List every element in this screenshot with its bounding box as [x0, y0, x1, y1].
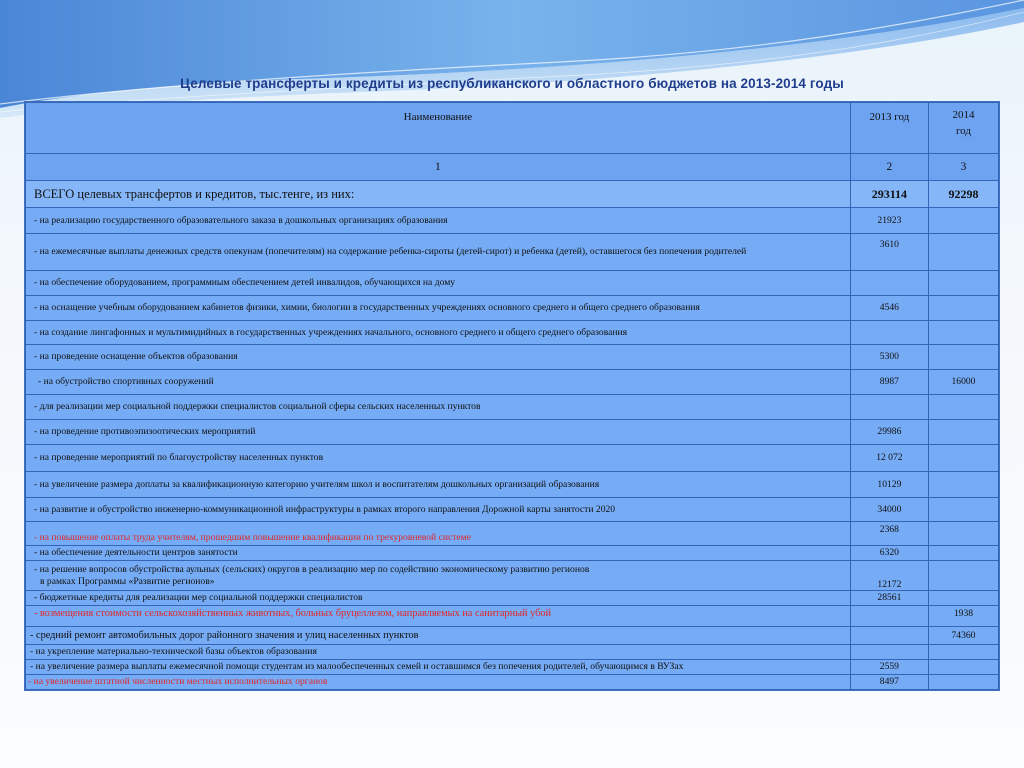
page-title: Целевые трансферты и кредиты из республиканского и областного бюджетов на 2013-2014 годы: [180, 76, 844, 91]
row-label-highlight: - на повышение оплаты труда учителям, прошедшим повышение квалификации по трехуровневой системе: [26, 522, 851, 546]
total-label: ВСЕГО целевых трансфертов и кредитов, тыс.тенге, из них:: [26, 181, 851, 208]
row-2013: 21923: [850, 208, 928, 234]
row-2013: 29986: [850, 420, 928, 445]
row-2013: 12172: [850, 561, 928, 591]
row-2013: [850, 271, 928, 296]
table-row: [26, 445, 999, 472]
table-row: [26, 522, 999, 546]
row-2013: 3610: [850, 234, 928, 271]
row-2014: [928, 321, 998, 345]
row-2014: [928, 208, 998, 234]
col-number-2: 2: [850, 154, 928, 181]
row-label: - на ежемесячные выплаты денежных средств опекунам (попечителям) на содержание ребенка-сироты (детей-сирот) и ребенка (детей), оставшегося без попечения родителей: [26, 234, 851, 271]
row-label: - на обеспечение оборудованием, программным обеспечением детей инвалидов, обучающихся на дому: [26, 271, 851, 296]
row-label: - на проведение противоэпизоотических мероприятий: [26, 420, 851, 445]
row-2014: [928, 395, 998, 420]
row-2014: 1938: [928, 606, 998, 627]
table-row: [26, 675, 999, 690]
table-row: [26, 395, 999, 420]
row-label: - на увеличение размера выплаты ежемесячной помощи студентам из малообеспеченных семей и оставшимся без попечения родителей, обучающимся в ВУЗах: [26, 660, 851, 675]
table-row: [26, 627, 999, 645]
row-label: - на проведение оснащение объектов образования: [26, 345, 851, 370]
row-label: - на оснащение учебным оборудованием кабинетов физики, химии, биологии в государственных учреждениях основного среднего и общего среднего образования: [26, 296, 851, 321]
row-2014: [928, 675, 998, 690]
row-2014: [928, 445, 998, 472]
row-2013: 8987: [850, 370, 928, 395]
row-2014: [928, 660, 998, 675]
table-row: [26, 645, 999, 660]
table-row: [26, 420, 999, 445]
row-2013: [850, 606, 928, 627]
header-2013: 2013 год: [850, 103, 928, 154]
row-2014: [928, 296, 998, 321]
row-2014: [928, 561, 998, 591]
row-2014: [928, 345, 998, 370]
table-row: [26, 296, 999, 321]
row-2013: [850, 395, 928, 420]
row-2013: 10129: [850, 472, 928, 498]
row-2013: [850, 645, 928, 660]
row-2014: [928, 498, 998, 522]
row-label-line2: в рамках Программы «Развитие регионов»: [40, 575, 215, 587]
row-label: - средний ремонт автомобильных дорог районного значения и улиц населенных пунктов: [26, 627, 851, 645]
row-2013: 34000: [850, 498, 928, 522]
row-2014: [928, 522, 998, 546]
col-number-3: 3: [928, 154, 998, 181]
row-label: - на укрепление материально-технической базы объектов образования: [26, 645, 851, 660]
header-name: Наименование: [26, 103, 851, 154]
table-row: [26, 234, 999, 271]
row-2013: 6320: [850, 546, 928, 561]
row-label: - бюджетные кредиты для реализации мер социальной поддержки специалистов: [26, 591, 851, 606]
table-row: [26, 472, 999, 498]
row-label-highlight: - на увеличение штатной численности местных исполнительных органов: [26, 675, 851, 690]
row-2014: [928, 420, 998, 445]
total-2013: 293114: [850, 181, 928, 208]
table-row: [26, 498, 999, 522]
col-number-1: 1: [26, 154, 851, 181]
table-row: [26, 591, 999, 606]
row-label: - на проведение мероприятий по благоустройству населенных пунктов: [26, 445, 851, 472]
row-label: - на увеличение размера доплаты за квалификационную категорию учителям школ и воспитателям дошкольных организаций образования: [26, 472, 851, 498]
row-label: - на обеспечение деятельности центров занятости: [26, 546, 851, 561]
header-2014: 2014 год: [928, 103, 998, 154]
row-label: [26, 561, 851, 591]
table-row: [26, 546, 999, 561]
table-row: [26, 561, 999, 591]
row-label: - на создание лингафонных и мультимидийных в государственных учреждениях начального, основного среднего и общего среднего образования: [26, 321, 851, 345]
table-row: [26, 271, 999, 296]
row-label: - для реализации мер социальной поддержки специалистов социальной сферы сельских населенных пунктов: [26, 395, 851, 420]
row-2013: 2368: [850, 522, 928, 546]
row-2013: 28561: [850, 591, 928, 606]
row-label: - на реализацию государственного образовательного заказа в дошкольных организациях образования: [26, 208, 851, 234]
table-row: [26, 606, 999, 627]
row-2013: [850, 321, 928, 345]
row-2013: 8497: [850, 675, 928, 690]
table-row: [26, 208, 999, 234]
row-2013: 4546: [850, 296, 928, 321]
row-2014: [928, 645, 998, 660]
table-row: [26, 321, 999, 345]
row-label: - на развитие и обустройство инженерно-коммуникационной инфраструктуры в рамках второго направления Дорожной карты занятости 2020: [26, 498, 851, 522]
row-label-highlight: - возмещения стоимости сельскохозяйственных животных, больных бруцеллезом, направляемых на санитарный убой: [26, 606, 851, 627]
row-2013: 2559: [850, 660, 928, 675]
row-2014: [928, 591, 998, 606]
row-2014: [928, 546, 998, 561]
row-2014: 74360: [928, 627, 998, 645]
total-2014: 92298: [928, 181, 998, 208]
row-2014: [928, 472, 998, 498]
row-2013: 12 072: [850, 445, 928, 472]
row-2014: [928, 271, 998, 296]
row-2014: [928, 234, 998, 271]
table-row: [26, 370, 999, 395]
table-row: [26, 345, 999, 370]
row-2014: 16000: [928, 370, 998, 395]
row-label: - на обустройство спортивных сооружений: [26, 370, 851, 395]
row-label-line1: - на решение вопросов обустройства аульных (сельских) округов в реализацию мер по содействию экономическому развитию регионов: [34, 564, 590, 575]
row-2013: [850, 627, 928, 645]
row-2013: 5300: [850, 345, 928, 370]
table-row: [26, 660, 999, 675]
transfers-table: [24, 101, 1000, 691]
